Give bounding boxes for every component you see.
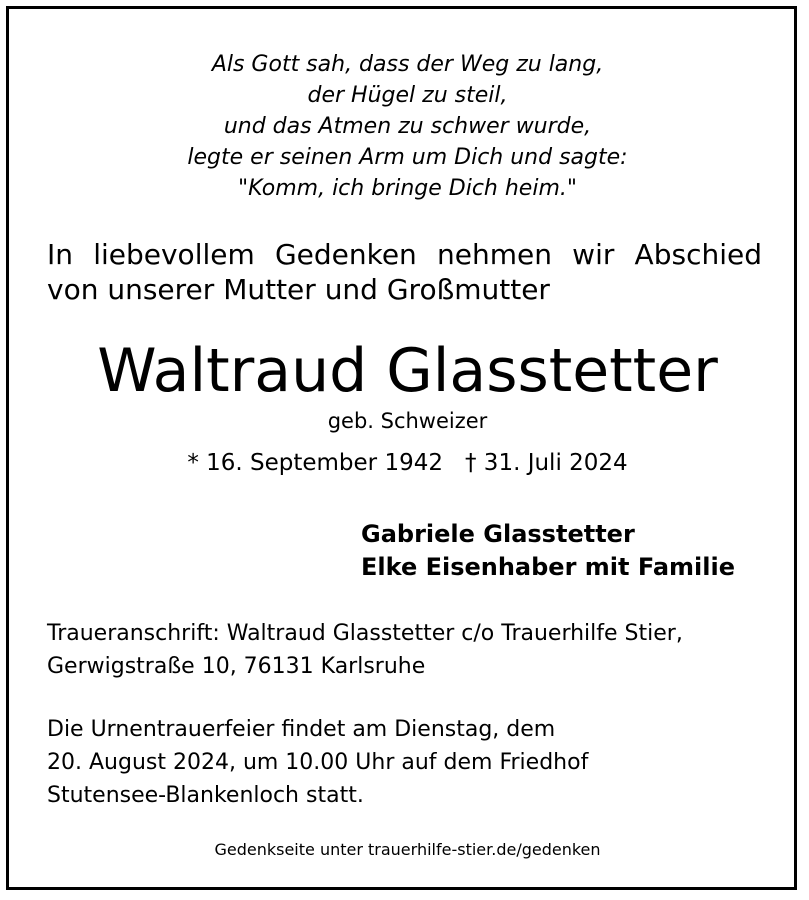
intro-line-1: In liebevollem Gedenken nehmen wir Abschied — [47, 238, 762, 271]
death-date: † 31. Juli 2024 — [465, 450, 628, 476]
mourner-name: Gabriele Glasstetter — [361, 520, 635, 548]
intro-line-2: von unserer Mutter und Großmutter — [47, 273, 550, 306]
life-dates — [9, 447, 806, 479]
maiden-name: geb. Schweizer — [327, 409, 488, 433]
poem-line: der Hügel zu steil, — [307, 83, 508, 108]
ceremony-line-2: 20. August 2024, um 10.00 Uhr auf dem Friedhof — [47, 750, 589, 775]
memorial-page-note: Gedenkseite unter trauerhilfe-stier.de/gedenken — [214, 840, 601, 859]
poem-line: und das Atmen zu schwer wurde, — [223, 114, 592, 139]
mourner-name: Elke Eisenhaber mit Familie — [361, 553, 735, 581]
deceased-name: Waltraud Glasstetter — [97, 336, 718, 406]
intro-text — [47, 237, 762, 307]
mourners-list — [361, 518, 735, 584]
ceremony-line-1: Die Urnentrauerfeier findet am Dienstag, dem — [47, 717, 556, 742]
ceremony-line-3: Stutensee-Blankenloch statt. — [47, 783, 364, 808]
poem — [9, 49, 806, 204]
obituary-frame — [6, 6, 797, 890]
poem-line: legte er seinen Arm um Dich und sagte: — [187, 145, 628, 170]
mourning-address — [47, 617, 683, 683]
poem-line: "Komm, ich bringe Dich heim." — [238, 176, 577, 201]
address-line-1: Traueranschrift: Waltraud Glasstetter c/o Trauerhilfe Stier, — [47, 621, 683, 646]
ceremony-info — [47, 713, 588, 812]
address-line-2: Gerwigstraße 10, 76131 Karlsruhe — [47, 654, 426, 679]
poem-line: Als Gott sah, dass der Weg zu lang, — [211, 52, 604, 77]
birth-date: * 16. September 1942 — [187, 450, 443, 476]
